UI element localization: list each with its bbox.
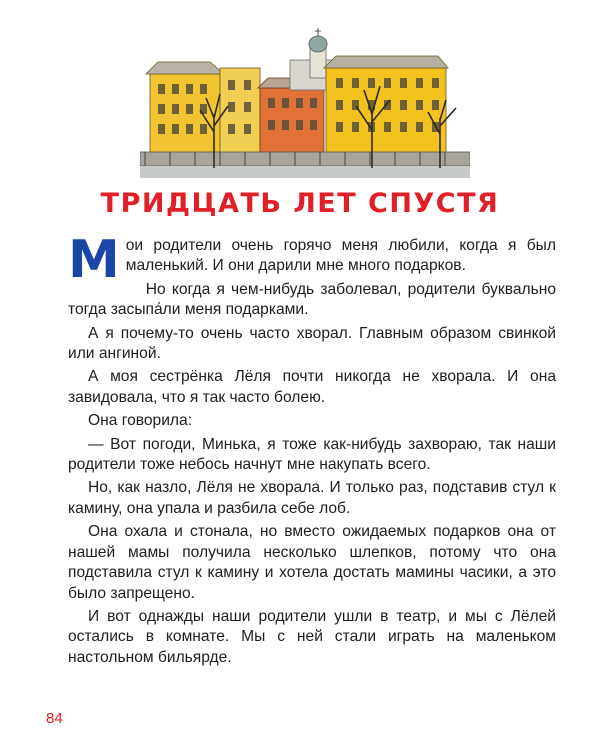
paragraph: Она охала и стонала, но вместо ожидаемых подарков она от нашей мамы получила несколько шлепков, потому что она подставила стул к камину и хотела достать мамины часики, а это было запрещено.: [68, 523, 556, 602]
paragraph: [68, 230, 556, 290]
story-text: [68, 230, 556, 671]
street-illustration: [140, 22, 470, 182]
paragraph: Но когда я чем-нибудь заболевал, родители буквально тогда засыпа́ли меня подарками.: [68, 280, 556, 319]
paragraph-text: ои родители очень горячо меня любили, когда я был маленький. И они дарили мне много подарков.: [125, 237, 556, 275]
paragraph: Но, как назло, Лёля не хворала. И только раз, подставив стул к камину, она упала и разбила себе лоб.: [68, 479, 556, 517]
drop-cap: М: [68, 230, 120, 290]
paragraph: — Вот погоди, Минька, я тоже как-нибудь захвораю, так наши родители тоже небось начнут мне накупать всего.: [68, 435, 556, 474]
paragraph: И вот однажды наши родители ушли в театр, и мы с Лёлей остались в комнате. Мы с ней стали играть на маленьком настольном бильярде.: [68, 607, 556, 666]
page-number: 84: [46, 710, 63, 727]
paragraph: А я почему-то очень часто хворал. Главным образом свинкой или ангиной.: [68, 324, 556, 363]
paragraph: Она говорила:: [88, 412, 193, 430]
paragraph: А моя сестрёнка Лёля почти никогда не хворала. И она завидовала, что я так часто болею.: [68, 368, 556, 406]
page-title: ТРИДЦАТЬ ЛЕТ СПУСТЯ: [100, 188, 500, 219]
